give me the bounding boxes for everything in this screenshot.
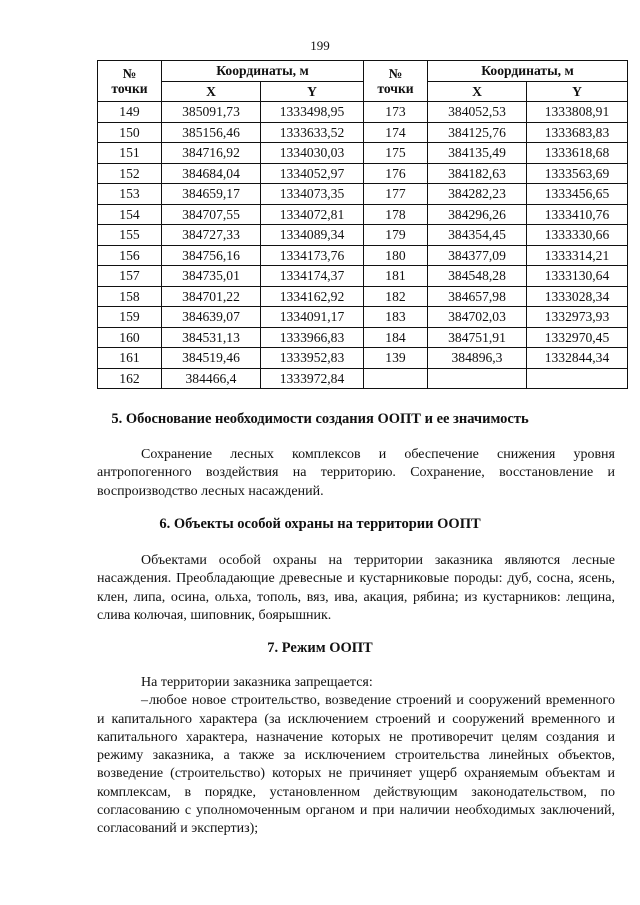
page-number: 199 <box>310 38 330 53</box>
point-number-cell: 177 <box>364 184 428 205</box>
x-cell: 384727,33 <box>162 225 261 246</box>
x-cell: 384756,16 <box>162 245 261 266</box>
x-cell <box>428 368 527 389</box>
x-cell: 384466,4 <box>162 368 261 389</box>
table-row <box>98 307 628 328</box>
point-number-header: № точки <box>364 61 428 102</box>
section5-title: 5. Обоснование необходимости создания ООПТ и ее значимость <box>111 411 529 427</box>
y-cell: 1334089,34 <box>261 225 364 246</box>
point-number-cell: 180 <box>364 245 428 266</box>
y-cell: 1333498,95 <box>261 102 364 123</box>
x-cell: 384182,63 <box>428 163 527 184</box>
section6-paragraph: Объектами особой охраны на территории заказника являются лесные насаждения. Преобладающие древесные и кустарниковые породы: дуб, сосна, ясень, клен, липа, осина, ольха, тополь, вяз, ива, акация, рябина; из кустарников: лещина, слива колючая, шиповник, боярышник. <box>97 553 615 623</box>
y-cell: 1333633,52 <box>261 122 364 143</box>
point-number-cell: 153 <box>98 184 162 205</box>
y-cell: 1333410,76 <box>527 204 628 225</box>
y-cell: 1334162,92 <box>261 286 364 307</box>
y-cell: 1334030,03 <box>261 143 364 164</box>
dash-marker: – <box>141 693 148 709</box>
x-cell: 384751,91 <box>428 327 527 348</box>
point-number-cell: 159 <box>98 307 162 328</box>
table-row <box>98 348 628 369</box>
y-cell: 1334173,76 <box>261 245 364 266</box>
table-row <box>98 163 628 184</box>
table-row <box>98 122 628 143</box>
table-row <box>98 327 628 348</box>
x-cell: 384639,07 <box>162 307 261 328</box>
point-number-cell: 152 <box>98 163 162 184</box>
table-row <box>98 286 628 307</box>
y-header: Y <box>527 81 628 102</box>
y-cell: 1333952,83 <box>261 348 364 369</box>
table-row <box>98 184 628 205</box>
y-cell: 1332844,34 <box>527 348 628 369</box>
x-cell: 384657,98 <box>428 286 527 307</box>
x-cell: 384531,13 <box>162 327 261 348</box>
x-cell: 384684,04 <box>162 163 261 184</box>
point-number-cell: 179 <box>364 225 428 246</box>
x-cell: 384735,01 <box>162 266 261 287</box>
point-number-header: № точки <box>98 61 162 102</box>
section7-item-text: любое новое строительство, возведение строений и сооружений временного и капитального характера (за исключением строений и сооружений временного и капитального характера, назначение которых не противоречит целям создания и режиму заказника, а также за исключением строительства линейных объектов, возведение (строительство) которых не причиняет ущерб охраняемым объектам и комплексам, в порядке, установленном действующим законодательством, по согласованию с уполномоченным органом и при наличии необходимых заключений, согласований и экспертиз); <box>97 693 615 837</box>
y-cell: 1333618,68 <box>527 143 628 164</box>
x-cell: 384125,76 <box>428 122 527 143</box>
point-number-cell: 161 <box>98 348 162 369</box>
x-cell: 384701,22 <box>162 286 261 307</box>
point-number-cell: 157 <box>98 266 162 287</box>
y-cell: 1333683,83 <box>527 122 628 143</box>
y-cell: 1334174,37 <box>261 266 364 287</box>
y-cell <box>527 368 628 389</box>
table-row <box>98 225 628 246</box>
point-number-cell: 182 <box>364 286 428 307</box>
coordinates-table <box>97 60 628 389</box>
section7-item <box>97 692 615 838</box>
x-cell: 385091,73 <box>162 102 261 123</box>
point-number-cell: 162 <box>98 368 162 389</box>
x-cell: 384548,28 <box>428 266 527 287</box>
x-cell: 384659,17 <box>162 184 261 205</box>
coordinates-header: Координаты, м <box>162 61 364 82</box>
x-cell: 385156,46 <box>162 122 261 143</box>
x-cell: 384716,92 <box>162 143 261 164</box>
point-number-cell: 173 <box>364 102 428 123</box>
table-subheader-row <box>98 81 628 102</box>
x-header: X <box>428 81 527 102</box>
y-cell: 1333966,83 <box>261 327 364 348</box>
x-cell: 384377,09 <box>428 245 527 266</box>
coordinates-header: Координаты, м <box>428 61 628 82</box>
point-number-cell: 139 <box>364 348 428 369</box>
y-cell: 1334073,35 <box>261 184 364 205</box>
y-cell: 1333808,91 <box>527 102 628 123</box>
y-cell: 1332973,93 <box>527 307 628 328</box>
y-cell: 1333456,65 <box>527 184 628 205</box>
table-row <box>98 102 628 123</box>
point-number-cell: 156 <box>98 245 162 266</box>
section7-title: 7. Режим ООПТ <box>267 640 373 656</box>
y-cell: 1333563,69 <box>527 163 628 184</box>
y-cell: 1334091,17 <box>261 307 364 328</box>
point-number-cell: 176 <box>364 163 428 184</box>
point-number-cell: 174 <box>364 122 428 143</box>
point-number-cell: 181 <box>364 266 428 287</box>
table-row <box>98 204 628 225</box>
point-number-cell: 151 <box>98 143 162 164</box>
section7-text <box>97 674 615 839</box>
y-cell: 1333130,64 <box>527 266 628 287</box>
y-cell: 1334052,97 <box>261 163 364 184</box>
point-number-cell: 150 <box>98 122 162 143</box>
point-number-cell: 178 <box>364 204 428 225</box>
section6-title: 6. Объекты особой охраны на территории ООПТ <box>159 516 481 532</box>
x-cell: 384702,03 <box>428 307 527 328</box>
x-cell: 384519,46 <box>162 348 261 369</box>
table-body <box>98 102 628 389</box>
point-number-cell <box>364 368 428 389</box>
y-cell: 1332970,45 <box>527 327 628 348</box>
y-header: Y <box>261 81 364 102</box>
y-cell: 1333314,21 <box>527 245 628 266</box>
point-number-cell: 183 <box>364 307 428 328</box>
x-cell: 384707,55 <box>162 204 261 225</box>
section7-intro: На территории заказника запрещается: <box>141 675 373 690</box>
x-cell: 384896,3 <box>428 348 527 369</box>
x-cell: 384135,49 <box>428 143 527 164</box>
table-row <box>98 245 628 266</box>
x-cell: 384052,53 <box>428 102 527 123</box>
section6-text <box>97 552 615 625</box>
table-header-row <box>98 61 628 82</box>
x-cell: 384354,45 <box>428 225 527 246</box>
point-number-cell: 160 <box>98 327 162 348</box>
table-row <box>98 368 628 389</box>
x-cell: 384296,26 <box>428 204 527 225</box>
x-header: X <box>162 81 261 102</box>
point-number-cell: 155 <box>98 225 162 246</box>
y-cell: 1333972,84 <box>261 368 364 389</box>
point-number-cell: 154 <box>98 204 162 225</box>
y-cell: 1334072,81 <box>261 204 364 225</box>
point-number-cell: 158 <box>98 286 162 307</box>
y-cell: 1333330,66 <box>527 225 628 246</box>
point-number-cell: 184 <box>364 327 428 348</box>
point-number-cell: 149 <box>98 102 162 123</box>
point-number-cell: 175 <box>364 143 428 164</box>
section5-paragraph: Сохранение лесных комплексов и обеспечение снижения уровня антропогенного воздействия на территорию. Сохранение, восстановление и воспроизводство лесных насаждений. <box>97 447 615 499</box>
table-row <box>98 143 628 164</box>
table-row <box>98 266 628 287</box>
y-cell: 1333028,34 <box>527 286 628 307</box>
x-cell: 384282,23 <box>428 184 527 205</box>
section5-text <box>97 446 615 501</box>
